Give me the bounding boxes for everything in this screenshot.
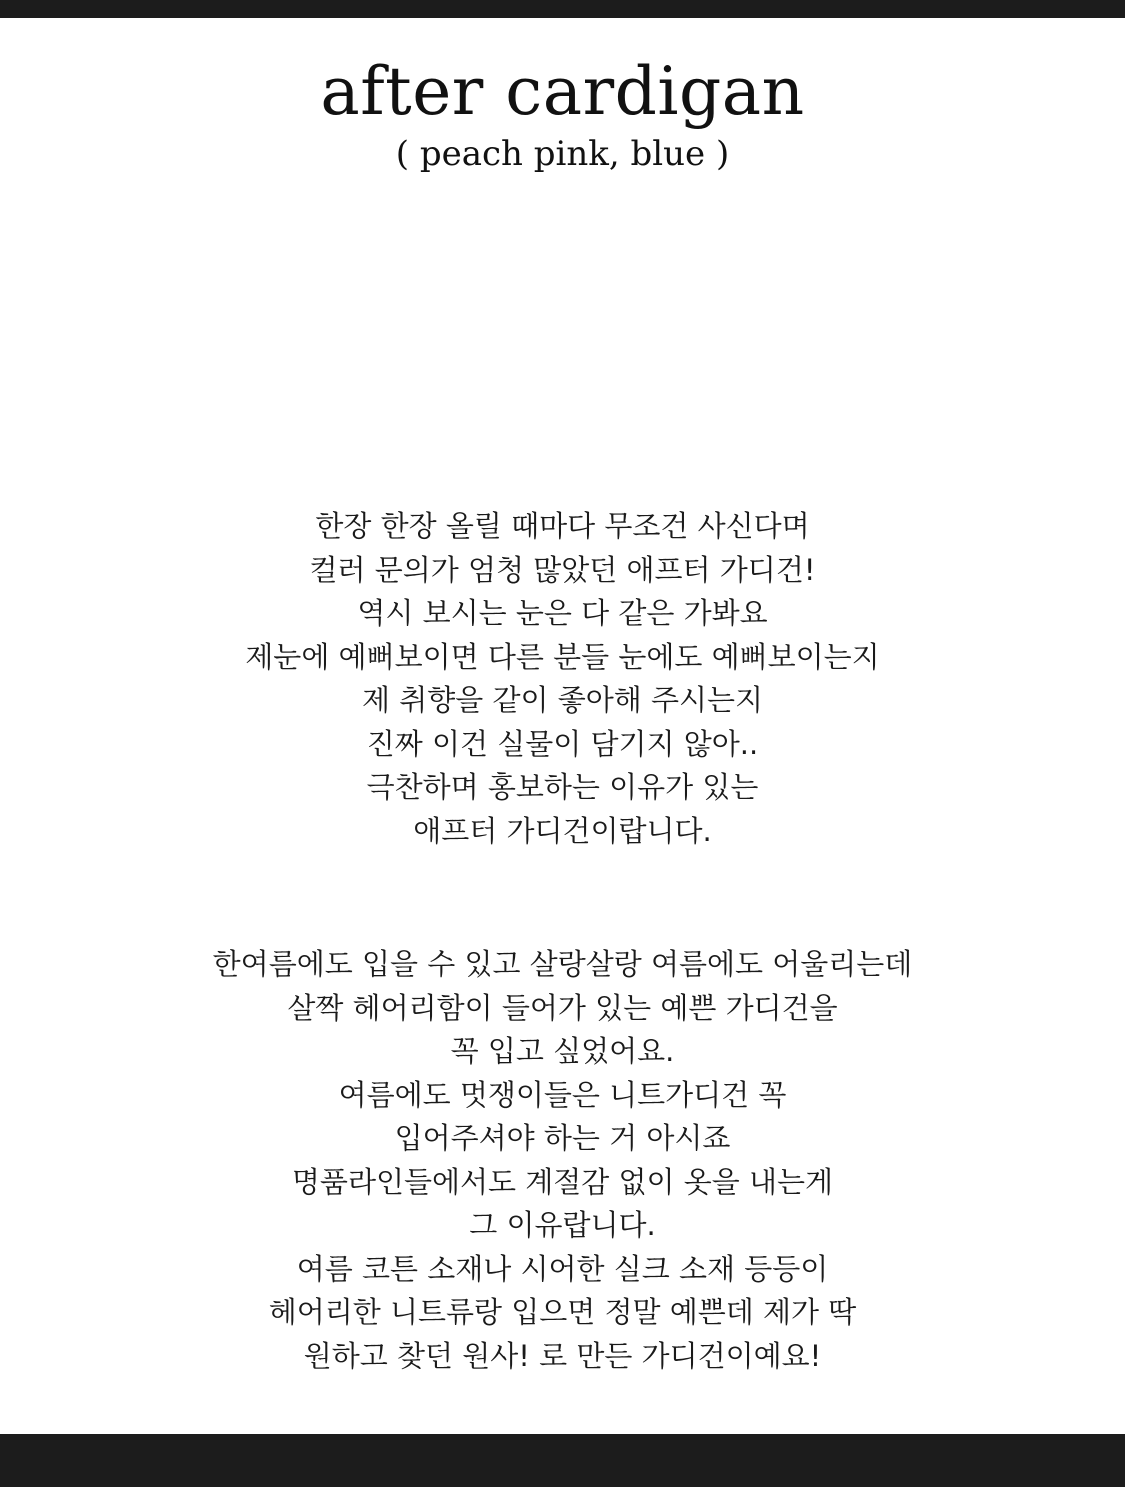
text-line: 그 이유랍니다.	[469, 1208, 656, 1242]
text-line: 여름 코튼 소재나 시어한 실크 소재 등등이	[296, 1251, 829, 1286]
text-line: 애프터 가디건이랍니다.	[413, 813, 712, 848]
text-line: 꼭 입고 싶었어요.	[450, 1034, 675, 1068]
text-line: 제 취향을 같이 좋아해 주시는지	[361, 683, 764, 717]
text-line: 원하고 찾던 원사! 로 만든 가디건이예요!	[303, 1338, 822, 1373]
text-line: 극찬하며 홍보하는 이유가 있는	[366, 770, 759, 804]
page-title: after cardigan	[320, 53, 805, 130]
description-paragraph-2	[0, 943, 1125, 1378]
text-line: 살짝 헤어리함이 들어가 있는 예쁜 가디건을	[287, 990, 838, 1025]
text-line: 역시 보시는 눈은 다 같은 가봐요	[357, 596, 768, 630]
text-line: 한장 한장 올릴 때마다 무조건 사신다며	[315, 509, 810, 543]
text-line: 진짜 이건 실물이 담기지 않아..	[366, 726, 759, 761]
bottom-bar	[0, 1434, 1125, 1487]
text-line: 여름에도 멋쟁이들은 니트가디건 꼭	[338, 1077, 787, 1112]
text-line: 한여름에도 입을 수 있고 살랑살랑 여름에도 어울리는데	[212, 947, 913, 981]
text-line: 명품라인들에서도 계절감 없이 옷을 내는게	[291, 1164, 834, 1199]
text-line: 컬러 문의가 엄청 많았던 애프터 가디건!	[309, 552, 816, 587]
text-line: 입어주셔야 하는 거 아시죠	[394, 1121, 731, 1155]
text-line: 제눈에 예뻐보이면 다른 분들 눈에도 예뻐보이는지	[245, 639, 880, 674]
page-subtitle: ( peach pink, blue )	[395, 134, 730, 174]
description-paragraph-1	[0, 505, 1125, 853]
top-bar	[0, 0, 1125, 18]
text-line: 헤어리한 니트류랑 입으면 정말 예쁜데 제가 딱	[268, 1295, 857, 1329]
